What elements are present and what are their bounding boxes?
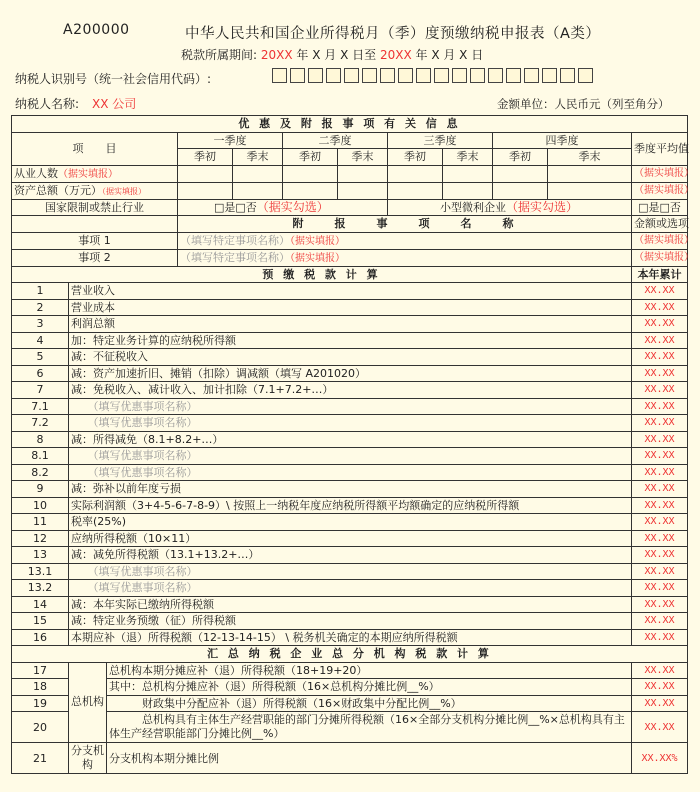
row-value[interactable]: XX.XX [632, 365, 688, 382]
row-text: 分支机构本期分摊比例 [107, 743, 632, 774]
sec2-blank [12, 216, 178, 233]
section-title-prepayment: 预 缴 税 款 计 算 [12, 266, 632, 283]
row-value[interactable]: XX.XX [632, 563, 688, 580]
employees-q1-start[interactable] [178, 165, 233, 182]
q4-start: 季初 [493, 149, 548, 166]
row-text: 营业成本 [69, 299, 632, 316]
employees-q3-end[interactable] [443, 165, 493, 182]
row-text: 减：特定业务预缴（征）所得税额 [69, 613, 632, 630]
row-no: 13.2 [12, 580, 69, 597]
assets-q3-end[interactable] [443, 182, 493, 199]
table-row [12, 448, 688, 465]
taxpayer-id-digit-box[interactable] [362, 68, 377, 83]
matter-1-value[interactable]: （据实填报） [632, 232, 688, 249]
period-from-rest: 年 X 月 X 日至 [296, 48, 377, 62]
taxpayer-id-digit-box[interactable] [344, 68, 359, 83]
section-title-additional: 附 报 事 项 名 称 [178, 216, 632, 233]
table-row [12, 629, 688, 646]
row-no: 21 [12, 743, 69, 774]
quarter-4-header: 四季度 [493, 132, 632, 149]
table-row [12, 497, 688, 514]
restricted-industry-label: 国家限制或禁止行业 [12, 199, 178, 216]
row-no: 13.1 [12, 563, 69, 580]
row-no: 6 [12, 365, 69, 382]
small-enterprise-label: 小型微利企业 [440, 200, 506, 214]
employees-text: 从业人数 [14, 166, 58, 180]
employees-q4-start[interactable] [493, 165, 548, 182]
declaration-table [11, 115, 694, 774]
row-text: 减：所得减免（8.1+8.2+…） [69, 431, 632, 448]
row-value[interactable]: XX.XX [632, 596, 688, 613]
row-no: 19 [12, 695, 69, 712]
table-row [12, 530, 688, 547]
matter-1-name-field[interactable] [178, 232, 632, 249]
assets-q1-start[interactable] [178, 182, 233, 199]
taxpayer-id-digit-box[interactable] [434, 68, 449, 83]
matter-1-hint: （填写特定事项名称） [180, 233, 290, 247]
table-row [12, 382, 688, 399]
tax-period [181, 46, 483, 63]
row-value[interactable]: XX.XX [632, 299, 688, 316]
row-text: 总机构具有主体生产经营职能的部门分摊所得税额（16×全部分支机构分摊比例__%×总机构具有主体生产经营职能部门分摊比例__%） [107, 712, 632, 743]
row-value[interactable]: XX.XX [632, 497, 688, 514]
amount-or-option-header: 金额或选项 [632, 216, 688, 233]
row-no: 7.2 [12, 415, 69, 432]
table-row [12, 283, 688, 300]
section-title-consolidated: 汇 总 纳 税 企 业 总 分 机 构 税 款 计 算 [12, 646, 688, 663]
row-text: （填写优惠事项名称） [69, 464, 632, 481]
taxpayer-id-digit-box[interactable] [416, 68, 431, 83]
taxpayer-id-digit-box[interactable] [578, 68, 593, 83]
table-row [12, 316, 688, 333]
employees-q4-end[interactable] [548, 165, 632, 182]
row-text: 其中：总机构分摊应补（退）所得税额（16×总机构分摊比例__%） [107, 679, 632, 696]
table-row [12, 349, 688, 366]
row-text: 税率(25%) [69, 514, 632, 531]
row-value[interactable]: XX.XX [632, 349, 688, 366]
table-row [12, 431, 688, 448]
row-no: 4 [12, 332, 69, 349]
q1-end: 季末 [233, 149, 283, 166]
table-row [12, 547, 688, 564]
taxpayer-name-field[interactable]: XX 公司 [92, 97, 137, 111]
row-value[interactable]: XX.XX [632, 679, 688, 696]
row-text: 加：特定业务计算的应纳税所得额 [69, 332, 632, 349]
q3-end: 季末 [443, 149, 493, 166]
row-no: 7 [12, 382, 69, 399]
section-title-preferential: 优 惠 及 附 报 事 项 有 关 信 息 [12, 116, 688, 133]
taxpayer-id-digit-box[interactable] [452, 68, 467, 83]
taxpayer-id-digit-box[interactable] [524, 68, 539, 83]
restricted-industry-options[interactable] [178, 199, 388, 216]
employees-q2-start[interactable] [283, 165, 338, 182]
small-enterprise-fill-select: （据实勾选） [506, 199, 579, 214]
row-text: 总机构本期分摊应补（退）所得税额（18+19+20） [107, 662, 632, 679]
taxpayer-id-digit-box[interactable] [560, 68, 575, 83]
q1-start: 季初 [178, 149, 233, 166]
hq-label: 总机构 [69, 662, 107, 743]
row-text: 减：不征税收入 [69, 349, 632, 366]
table-row [12, 596, 688, 613]
row-no: 20 [12, 712, 69, 743]
assets-q4-start[interactable] [493, 182, 548, 199]
row-value[interactable]: XX.XX [632, 530, 688, 547]
row-no: 3 [12, 316, 69, 333]
small-enterprise-yes-no-checkbox[interactable]: □是□否 [632, 199, 688, 216]
assets-q2-end[interactable] [338, 182, 388, 199]
row-no: 18 [12, 679, 69, 696]
quarter-3-header: 三季度 [388, 132, 493, 149]
table-row [12, 464, 688, 481]
row-no: 12 [12, 530, 69, 547]
taxpayer-id-digit-box[interactable] [398, 68, 413, 83]
taxpayer-id-label: 纳税人识别号（统一社会信用代码）: [15, 72, 212, 86]
row-no: 8.2 [12, 464, 69, 481]
row-no: 16 [12, 629, 69, 646]
q4-end: 季末 [548, 149, 632, 166]
row-no: 2 [12, 299, 69, 316]
employees-label [12, 165, 178, 182]
employees-q2-end[interactable] [338, 165, 388, 182]
row-value[interactable]: XX.XX [632, 415, 688, 432]
table-row [12, 415, 688, 432]
row-value[interactable]: XX.XX% [632, 743, 688, 774]
row-no: 10 [12, 497, 69, 514]
form-code: A200000 [63, 22, 130, 38]
row-no: 8.1 [12, 448, 69, 465]
row-value[interactable]: XX.XX [632, 514, 688, 531]
table-row [12, 332, 688, 349]
row-value[interactable]: XX.XX [632, 316, 688, 333]
row-text: 本期应补（退）所得税额（12-13-14-15） \ 税务机关确定的本期应纳所得税额 [69, 629, 632, 646]
table-row [12, 481, 688, 498]
taxpayer-id-digit-box[interactable] [326, 68, 341, 83]
table-row [12, 613, 688, 630]
taxpayer-name-label: 纳税人名称: [15, 97, 80, 111]
row-no: 13 [12, 547, 69, 564]
row-text: 实际利润额（3+4-5-6-7-8-9）\ 按照上一纳税年度应纳税所得额平均额确定的应纳税所得额 [69, 497, 632, 514]
row-value[interactable]: XX.XX [632, 464, 688, 481]
assets-average[interactable]: （据实填报） [632, 182, 688, 199]
employees-average[interactable]: （据实填报） [632, 165, 688, 182]
row-value[interactable]: XX.XX [632, 695, 688, 712]
employees-fill-hint: （据实填报） [58, 168, 118, 180]
taxpayer-id-digit-box[interactable] [308, 68, 323, 83]
row-no: 1 [12, 283, 69, 300]
employees-q1-end[interactable] [233, 165, 283, 182]
row-value[interactable]: XX.XX [632, 662, 688, 679]
row-no: 11 [12, 514, 69, 531]
table-row [12, 299, 688, 316]
matter-2-value[interactable]: （据实填报） [632, 249, 688, 266]
row-value[interactable]: XX.XX [632, 431, 688, 448]
table-row [12, 398, 688, 415]
row-text: 营业收入 [69, 283, 632, 300]
row-no: 14 [12, 596, 69, 613]
row-value[interactable]: XX.XX [632, 712, 688, 743]
matter-2-hint: （填写特定事项名称） [180, 250, 290, 264]
year-total-header: 本年累计 [632, 266, 688, 283]
restricted-yes-no-checkbox[interactable]: □是□否 [214, 200, 257, 214]
row-no: 9 [12, 481, 69, 498]
quarter-average-header: 季度平均值 [632, 132, 688, 165]
row-text: 应纳所得税额（10×11） [69, 530, 632, 547]
quarter-1-header: 一季度 [178, 132, 283, 149]
assets-label [12, 182, 178, 199]
taxpayer-id-digit-box[interactable] [470, 68, 485, 83]
small-enterprise-cell [388, 199, 632, 216]
row-no: 7.1 [12, 398, 69, 415]
q3-start: 季初 [388, 149, 443, 166]
taxpayer-id-digit-box[interactable] [290, 68, 305, 83]
row-value[interactable]: XX.XX [632, 629, 688, 646]
restricted-fill-select: （据实勾选） [256, 199, 329, 214]
row-value[interactable]: XX.XX [632, 398, 688, 415]
row-value[interactable]: XX.XX [632, 580, 688, 597]
assets-fill-hint: （据实填报） [102, 186, 146, 196]
matter-2-label: 事项 2 [12, 249, 178, 266]
branch-label: 分支机构 [69, 743, 107, 774]
row-text: 减：弥补以前年度亏损 [69, 481, 632, 498]
row-text: 财政集中分配应补（退）所得税额（16×财政集中分配比例__%） [107, 695, 632, 712]
matter-2-fill: （据实填报） [290, 252, 345, 264]
table-row [12, 514, 688, 531]
employees-q3-start[interactable] [388, 165, 443, 182]
row-value[interactable]: XX.XX [632, 547, 688, 564]
row-text: （填写优惠事项名称） [69, 580, 632, 597]
row-text: （填写优惠事项名称） [69, 398, 632, 415]
row-value[interactable]: XX.XX [632, 481, 688, 498]
table-row [12, 580, 688, 597]
taxpayer-id-digit-box[interactable] [272, 68, 287, 83]
page-title: 中华人民共和国企业所得税月（季）度预缴纳税申报表（A类） [185, 26, 601, 42]
row-text: 减：资产加速折旧、摊销（扣除）调减额（填写 A201020） [69, 365, 632, 382]
matter-2-name-field[interactable] [178, 249, 632, 266]
period-from-year[interactable]: 20XX [260, 48, 293, 62]
assets-q3-start[interactable] [388, 182, 443, 199]
period-to-year[interactable]: 20XX [379, 48, 412, 62]
q2-end: 季末 [338, 149, 388, 166]
row-value[interactable]: XX.XX [632, 613, 688, 630]
taxpayer-id-digit-box[interactable] [542, 68, 557, 83]
period-to-rest: 年 X 月 X 日 [415, 48, 484, 62]
row-value[interactable]: XX.XX [632, 283, 688, 300]
period-label: 税款所属期间: [181, 48, 258, 62]
row-text: 减：免税收入、减计收入、加计扣除（7.1+7.2+…） [69, 382, 632, 399]
matter-1-label: 事项 1 [12, 232, 178, 249]
taxpayer-id-digit-box[interactable] [380, 68, 395, 83]
row-text: 减：本年实际已缴纳所得税额 [69, 596, 632, 613]
row-text: （填写优惠事项名称） [69, 415, 632, 432]
table-row [12, 563, 688, 580]
taxpayer-id-digit-box[interactable] [488, 68, 503, 83]
item-header: 项 目 [12, 132, 178, 165]
table-row [12, 365, 688, 382]
row-no: 15 [12, 613, 69, 630]
row-value[interactable]: XX.XX [632, 448, 688, 465]
row-no: 17 [12, 662, 69, 679]
taxpayer-id-boxes[interactable] [272, 68, 593, 83]
taxpayer-id-digit-box[interactable] [506, 68, 521, 83]
quarter-2-header: 二季度 [283, 132, 388, 149]
matter-1-fill: （据实填报） [290, 235, 345, 247]
row-value[interactable]: XX.XX [632, 332, 688, 349]
assets-q1-end[interactable] [233, 182, 283, 199]
row-text: 减：减免所得税额（13.1+13.2+…） [69, 547, 632, 564]
row-value[interactable]: XX.XX [632, 382, 688, 399]
assets-q4-end[interactable] [548, 182, 632, 199]
row-no: 8 [12, 431, 69, 448]
assets-text: 资产总额（万元） [14, 183, 102, 197]
amount-unit: 金额单位：人民币元（列至角分） [497, 97, 670, 111]
row-text: （填写优惠事项名称） [69, 448, 632, 465]
q2-start: 季初 [283, 149, 338, 166]
row-text: 利润总额 [69, 316, 632, 333]
assets-q2-start[interactable] [283, 182, 338, 199]
row-text: （填写优惠事项名称） [69, 563, 632, 580]
row-no: 5 [12, 349, 69, 366]
